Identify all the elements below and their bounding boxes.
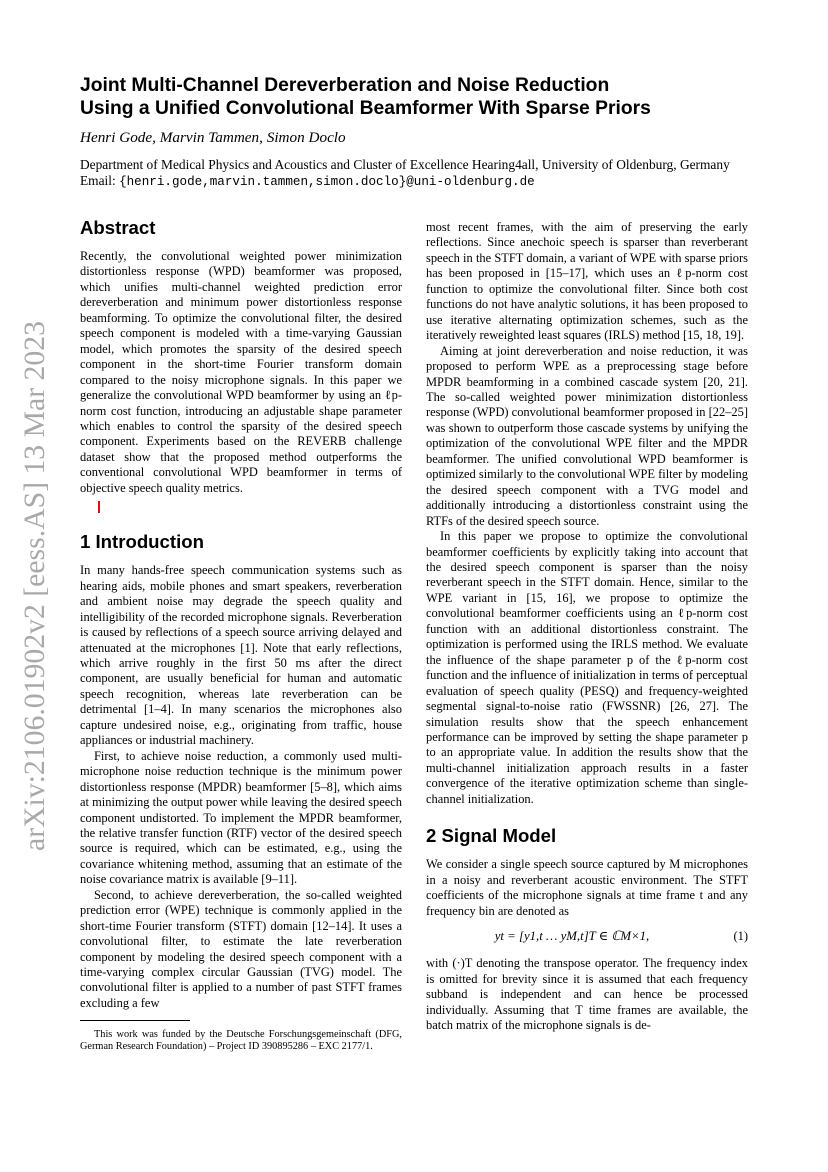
arxiv-stamp-text: arXiv:2106.01902v2 [eess.AS] 13 Mar 2023 <box>18 316 51 851</box>
intro-paragraph-1: In many hands-free speech communication systems such as hearing aids, mobile phones and smart speakers, reverberation and ambient noise may degrade the speech quality and intelligibility of the recorded microphone signals. Reverberation is caused by reflections of a speech source arriving delayed and attenuated at the microphones [1]. Note that early reflections, which arrive roughly in the first 50 ms after the direct component, are usually beneficial for human and automatic speech recognition, whereas late reverberation can be detrimental [1–4]. In many scenarios the microphones also capture undesired noise, e.g., originating from traffic, house appliances or industrial machinery. <box>80 563 402 748</box>
arxiv-stamp <box>2 316 62 856</box>
abstract-heading: Abstract <box>80 217 156 238</box>
footnote <box>80 1020 402 1054</box>
intro-paragraph-3: Second, to achieve dereverberation, the so-called weighted prediction error (WPE) technique is commonly applied in the short-time Fourier transform (STFT) domain [12–14]. It uses a convolutional filter, to estimate the late reverberation component by modeling the desired speech component with a time-varying complex circular Gaussian (TVG) model. The convolutional filter is applied to a number of past STFT frames excluding a few <box>80 887 402 1010</box>
left-column <box>80 217 402 1011</box>
paper-title <box>80 74 760 120</box>
section-heading-signal-model: 2 Signal Model <box>426 825 557 847</box>
email-address[interactable]: {henri.gode,marvin.tammen,simon.doclo}@uni-oldenburg.de <box>119 175 535 189</box>
intro-paragraph-6: In this paper we propose to optimize the convolutional beamformer coefficients by explicitly taking into account that the desired speech component is sparser than the noisy reverberant speech in the STFT domain. Hence, similar to the WPE variant in [15, 16], we propose to optimize the convolutional beamformer coefficients using an ℓp-norm cost function with an additional distortionless constraint. The optimization is performed using the IRLS method. We evaluate the influence of the shape parameter p of the ℓp-norm cost function and the influence of initialization in terms of perceptual evaluation of speech quality (PESQ) and frequency-weighted segmental signal-to-noise ratio (FWSSNR) [26, 27]. The simulation results show that the speech enhancement performance can be improved by setting the shape parameter p to an appropriate value. In addition the results show that the multi-channel initialization approach results in a faster convergence of the iterative optimization scheme than single-channel initialization. <box>426 529 748 806</box>
title-line-2: Using a Unified Convolutional Beamformer With Sparse Priors <box>80 98 651 119</box>
intro-paragraph-4: most recent frames, with the aim of preserving the early reflections. Since anechoic speech is sparser than reverberant speech in the STFT domain, a variant of WPE with sparse priors has been proposed in [15–17], which uses an ℓp-norm cost function to optimize the convolutional filter. Since both cost functions do not have analytic solutions, it has been proposed to use iterative alternating optimization schemes, such as the iteratively reweighted least squares (IRLS) method [15, 18, 19]. <box>426 220 748 343</box>
section-heading-introduction: 1 Introduction <box>80 531 204 553</box>
right-column <box>426 220 748 1034</box>
equation-body: yt = [y1,t … yM,t]T ∈ ℂM×1, <box>494 929 650 944</box>
equation-1 <box>426 929 748 944</box>
signal-model-paragraph-1: We consider a single speech source captured by M microphones in a noisy and reverberant acoustic environment. The STFT coefficients of the microphone signals at time frame t and any frequency bin are denoted as <box>426 857 748 918</box>
affiliation-text: Department of Medical Physics and Acoustics and Cluster of Excellence Hearing4all, University of Oldenburg, Germany <box>80 157 730 172</box>
equation-number: (1) <box>733 929 748 944</box>
intro-paragraph-2: First, to achieve noise reduction, a commonly used multi-microphone noise reduction technique is the minimum power distortionless response (MPDR) beamformer [5–8], which aims at minimizing the output power while leaving the desired speech component undistorted. To implement the MPDR beamformer, the relative transfer function (RTF) vector of the desired speech source is required, which can be estimated, e.g., using the covariance whitening method, assuming that an estimate of the noise covariance matrix is available [9–11]. <box>80 748 402 887</box>
text-cursor <box>98 501 100 513</box>
title-line-1: Joint Multi-Channel Dereverberation and Noise Reduction <box>80 75 610 96</box>
intro-paragraph-5: Aiming at joint dereverberation and noise reduction, it was proposed to perform WPE as a preprocessing stage before MPDR beamforming in a combined cascade system [20, 21]. The so-called weighted power minimization distortionless response (WPD) convolutional beamformer proposed in [22–25] was shown to outperform those cascade systems by unifying the optimization of the convolutional WPE filter and the MPDR beamformer. The unified convolutional WPD beamformer is optimized similarly to the convolutional WPE filter by modeling the desired speech component with a TVG model and additionally introducing a distortionless constraint using the RTFs of the desired speech source. <box>426 343 748 528</box>
footnote-text: This work was funded by the Deutsche Forschungsgemeinschaft (DFG, German Research Foundation) – Project ID 390895286 – EXC 2177/1. <box>80 1029 402 1053</box>
abstract-text: Recently, the convolutional weighted power minimization distortionless response (WPD) beamformer was proposed, which unifies multi-channel weighted prediction error dereverberation and minimum power distortionless response beamforming. To optimize the convolutional filter, the desired speech component is modeled with a time-varying Gaussian model, which promotes the sparsity of the desired speech component in the short-time Fourier transform domain compared to the noisy microphone signals. In this paper we generalize the convolutional WPD beamformer by using an ℓp-norm cost function, introducing an adjustable shape parameter which enables to control the sparsity of the desired speech component. Experiments based on the REVERB challenge dataset show that the proposed method outperforms the conventional convolutional WPD beamformer in terms of objective speech quality metrics. <box>80 249 402 495</box>
email-label: Email: <box>80 173 120 188</box>
signal-model-paragraph-2: with (·)T denoting the transpose operator. The frequency index is omitted for brevity since it is assumed that each frequency subband is independent and can hence be processed individually. Assuming that T time frames are available, the batch matrix of the microphone signals is de- <box>426 956 748 1033</box>
footnote-rule <box>80 1020 190 1021</box>
paper-header <box>80 74 760 190</box>
email-line <box>80 173 760 190</box>
author-list: Henri Gode, Marvin Tammen, Simon Doclo <box>80 129 346 146</box>
affiliation <box>80 157 760 190</box>
